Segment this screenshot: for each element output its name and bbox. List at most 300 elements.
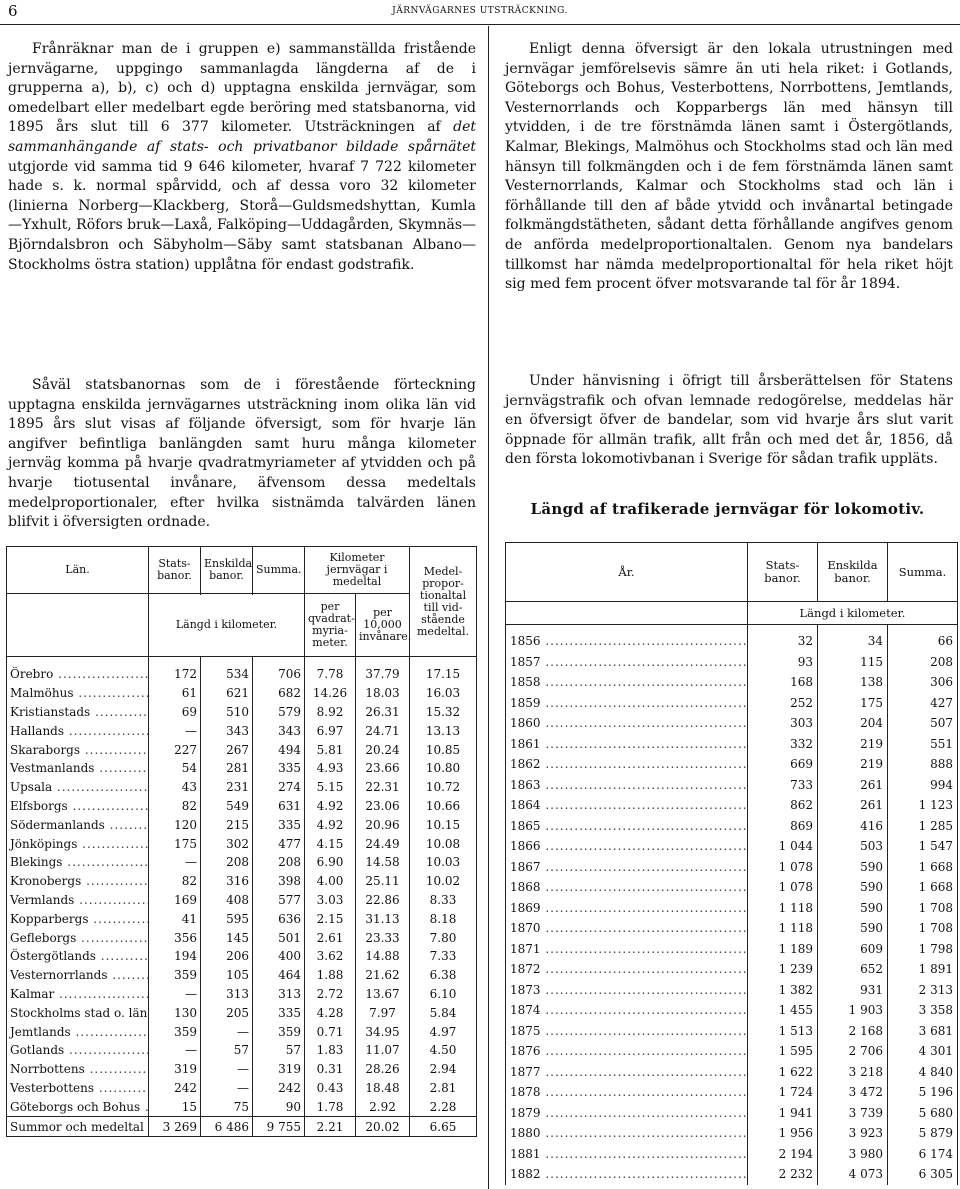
medelproportionaltal-cell: 4.97 [410,1022,477,1041]
summa-cell: 888 [888,754,958,775]
medelproportionaltal-cell: 7.80 [410,928,477,947]
stats-cell: 1 941 [748,1103,818,1124]
per-invanare-cell: 18.48 [356,1079,410,1098]
summa-cell: 501 [253,928,305,947]
year-label: 1869 [510,900,541,915]
year-label: 1872 [510,962,541,977]
summa-cell: 359 [253,1022,305,1041]
year-cell [506,1164,748,1185]
per-invanare-cell: 28.26 [356,1060,410,1079]
stats-cell: 82 [149,872,201,891]
county-name: Stockholms stad o. län [10,1005,148,1020]
table-row [506,877,958,898]
per-qvadratmyriameter-cell: 4.00 [305,872,356,891]
table-row [506,713,958,734]
per-qvadratmyriameter-cell: 5.81 [305,740,356,759]
per-qvadratmyriameter-cell: 1.78 [305,1097,356,1116]
sum-row-label: Summor och medeltal [7,1117,149,1137]
summa-cell: 577 [253,891,305,910]
enskilda-cell: 219 [818,734,888,755]
per-invanare-cell: 26.31 [356,703,410,722]
left-paragraph-1-part-2: utgjorde vid samma tid 9 646 kilometer, hvaraf 7 722 kilometer hade s. k. normal spårvidd, och af dessa voro 32 kilometer (linierna Norberg—Klackberg, Storå—Guldsmedshyttan, Kumla —Yxhult, Röfors bruk—Laxå, Falköping—Uddagården, Skymnäs—Björndalsbron och Säbyholm—Säby samt statsbanan Albano—Stockholms östra station) upplåtna för endast godstrafik. [8,158,476,273]
summa-cell: 1 708 [888,898,958,919]
enskilda-cell: 3 218 [818,1062,888,1083]
county-name: Elfsborgs [10,798,68,813]
table-row [7,853,477,872]
stats-cell: 733 [748,775,818,796]
stats-cell: 303 [748,713,818,734]
year-label: 1861 [510,736,541,751]
summa-cell: 274 [253,778,305,797]
page-header [0,0,960,25]
summa-cell: 5 196 [888,1082,958,1103]
enskilda-cell: 3 472 [818,1082,888,1103]
table-row [7,1079,477,1098]
summa-cell: 2 313 [888,980,958,1001]
year-label: 1863 [510,777,541,792]
year-cell [506,877,748,898]
county-name-cell [7,797,149,816]
enskilda-cell: 205 [201,1003,253,1022]
stats-cell: 2 194 [748,1144,818,1165]
stats-cell: 869 [748,816,818,837]
per-invanare-cell: 7.97 [356,1003,410,1022]
summa-cell: 398 [253,872,305,891]
per-invanare-cell: 37.79 [356,657,410,684]
county-name: Upsala [10,780,53,795]
summa-cell: 631 [253,797,305,816]
year-label: 1876 [510,1044,541,1059]
year-cell [506,1062,748,1083]
per-invanare-cell: 2.92 [356,1097,410,1116]
year-cell [506,1103,748,1124]
summa-cell: 57 [253,1041,305,1060]
year-cell [506,980,748,1001]
stats-cell: 61 [149,684,201,703]
per-qvadratmyriameter-cell: 4.93 [305,759,356,778]
year-label: 1882 [510,1167,541,1182]
enskilda-cell: 57 [201,1041,253,1060]
year-label: 1878 [510,1085,541,1100]
table-row [506,625,958,652]
page-number: 6 [8,2,18,20]
year-cell [506,836,748,857]
county-name-cell [7,947,149,966]
sum-medelproportionaltal-cell: 6.65 [410,1117,477,1137]
year-label: 1856 [510,634,541,649]
stats-cell: 669 [748,754,818,775]
table-row [506,1103,958,1124]
sum-row [7,1117,477,1137]
per-qvadratmyriameter-cell: 6.97 [305,721,356,740]
county-name: Kopparbergs [10,911,89,926]
enskilda-cell: 261 [818,795,888,816]
year-label: 1870 [510,921,541,936]
table-row [506,1062,958,1083]
year-cell [506,1021,748,1042]
summa-cell: 1 708 [888,918,958,939]
summa-cell: 343 [253,721,305,740]
per-qvadratmyriameter-cell: 0.43 [305,1079,356,1098]
header-kilometer-group: Kilometer jernvägar i medeltal [305,547,410,594]
medelproportionaltal-cell: 2.94 [410,1060,477,1079]
per-invanare-cell: 24.49 [356,834,410,853]
enskilda-cell: 503 [818,836,888,857]
per-qvadratmyriameter-cell: 6.90 [305,853,356,872]
stats-cell: 862 [748,795,818,816]
table-row [506,652,958,673]
stats-cell: 93 [748,652,818,673]
year-label: 1875 [510,1023,541,1038]
medelproportionaltal-cell: 10.15 [410,815,477,834]
table-row [7,1022,477,1041]
county-name: Gotlands [10,1043,65,1058]
table-row [7,740,477,759]
county-name: Blekings [10,855,63,870]
table-row [7,909,477,928]
per-invanare-cell: 11.07 [356,1041,410,1060]
table-row [506,918,958,939]
table-row [506,693,958,714]
table-row [506,795,958,816]
enskilda-cell: 138 [818,672,888,693]
year-label: 1862 [510,757,541,772]
year-label: 1871 [510,941,541,956]
enskilda-cell: 621 [201,684,253,703]
enskilda-cell: 215 [201,815,253,834]
medelproportionaltal-cell: 10.02 [410,872,477,891]
stats-cell: — [149,853,201,872]
summa-cell: 5 680 [888,1103,958,1124]
per-qvadratmyriameter-cell: 8.92 [305,703,356,722]
enskilda-cell: 267 [201,740,253,759]
enskilda-cell: 652 [818,959,888,980]
medelproportionaltal-cell: 10.85 [410,740,477,759]
table-row [7,703,477,722]
header-ar-spacer [506,602,748,625]
county-name: Vesternorrlands [10,968,108,983]
enskilda-cell: 1 903 [818,1000,888,1021]
header-per-qvadratmyriameter: per qvadrat-myria-meter. [305,594,356,657]
per-qvadratmyriameter-cell: 2.15 [305,909,356,928]
table-row [506,1021,958,1042]
medelproportionaltal-cell: 4.50 [410,1041,477,1060]
enskilda-cell: 281 [201,759,253,778]
medelproportionaltal-cell: 10.66 [410,797,477,816]
county-name-cell [7,778,149,797]
header-enskilda: Enskilda banor. [818,543,888,602]
stats-cell: 1 724 [748,1082,818,1103]
year-cell [506,1123,748,1144]
county-name-cell [7,872,149,891]
enskilda-cell: 534 [201,657,253,684]
sum-summa-cell: 9 755 [253,1117,305,1137]
header-statsbanor: Stats-banor. [149,547,201,594]
stats-cell: 1 622 [748,1062,818,1083]
enskilda-cell: 416 [818,816,888,837]
enskilda-cell: 590 [818,857,888,878]
summa-cell: 1 285 [888,816,958,837]
year-table-title: Längd af trafikerade jernvägar för lokomotiv. [530,500,925,518]
table-row [7,778,477,797]
county-name-cell [7,740,149,759]
summa-cell: 477 [253,834,305,853]
per-qvadratmyriameter-cell: 4.92 [305,815,356,834]
header-statsbanor: Stats-banor. [748,543,818,602]
enskilda-cell: 115 [818,652,888,673]
year-label: 1880 [510,1126,541,1141]
enskilda-cell: 105 [201,966,253,985]
stats-cell: 242 [149,1079,201,1098]
table-row [506,775,958,796]
summa-cell: 3 358 [888,1000,958,1021]
county-table [6,546,477,1137]
year-cell [506,713,748,734]
per-invanare-cell: 14.88 [356,947,410,966]
per-qvadratmyriameter-cell: 2.61 [305,928,356,947]
per-invanare-cell: 23.66 [356,759,410,778]
county-name-cell [7,1003,149,1022]
summa-cell: 682 [253,684,305,703]
summa-cell: 994 [888,775,958,796]
summa-cell: 706 [253,657,305,684]
stats-cell: 356 [149,928,201,947]
summa-cell: 335 [253,815,305,834]
county-name: Östergötlands [10,949,96,964]
enskilda-cell: 343 [201,721,253,740]
enskilda-cell: 2 706 [818,1041,888,1062]
year-cell [506,672,748,693]
year-table [505,542,958,1185]
county-name-cell [7,891,149,910]
year-cell [506,652,748,673]
enskilda-cell: 75 [201,1097,253,1116]
table-row [7,797,477,816]
enskilda-cell: 931 [818,980,888,1001]
header-summa: Summa. [888,543,958,602]
year-cell [506,693,748,714]
medelproportionaltal-cell: 13.13 [410,721,477,740]
county-name: Kalmar [10,986,55,1001]
stats-cell: 32 [748,625,818,652]
county-name-cell [7,657,149,684]
per-invanare-cell: 14.58 [356,853,410,872]
county-name-cell [7,1079,149,1098]
stats-cell: 1 956 [748,1123,818,1144]
enskilda-cell: 231 [201,778,253,797]
per-invanare-cell: 20.24 [356,740,410,759]
year-label: 1858 [510,675,541,690]
per-invanare-cell: 13.67 [356,985,410,1004]
per-qvadratmyriameter-cell: 1.88 [305,966,356,985]
summa-cell: 335 [253,759,305,778]
stats-cell: — [149,721,201,740]
county-name: Skaraborgs [10,742,81,757]
per-invanare-cell: 23.33 [356,928,410,947]
column-divider [488,26,489,1189]
summa-cell: 400 [253,947,305,966]
summa-cell: 3 681 [888,1021,958,1042]
table-row [506,959,958,980]
summa-cell: 242 [253,1079,305,1098]
year-label: 1877 [510,1064,541,1079]
left-paragraph-1-part-1: Frånräknar man de i gruppen e) sammanställda fristående jernvägarne, uppgingo sammanlagda längderna af de i grupperna a), b), c) och d) upptagna enskilda jernvägar, som omedelbart eller medelbart egde beröring med statsbanorna, vid 1895 års slut till 6 377 kilometer. Utsträckningen af [8,41,476,136]
table-row [7,657,477,684]
table-row [506,1164,958,1185]
stats-cell: — [149,1041,201,1060]
summa-cell: 208 [888,652,958,673]
table-row [7,891,477,910]
medelproportionaltal-cell: 7.33 [410,947,477,966]
stats-cell: 168 [748,672,818,693]
county-name-cell [7,966,149,985]
medelproportionaltal-cell: 8.18 [410,909,477,928]
enskilda-cell: 316 [201,872,253,891]
enskilda-cell: 313 [201,985,253,1004]
table-row [7,759,477,778]
left-paragraph-1 [8,40,476,275]
enskilda-cell: 206 [201,947,253,966]
stats-cell: 332 [748,734,818,755]
medelproportionaltal-cell: 17.15 [410,657,477,684]
per-qvadratmyriameter-cell: 5.15 [305,778,356,797]
county-name: Vesterbottens [10,1080,95,1095]
medelproportionaltal-cell: 2.81 [410,1079,477,1098]
per-invanare-cell: 22.86 [356,891,410,910]
summa-cell: 208 [253,853,305,872]
county-name: Vermlands [10,892,75,907]
year-label: 1879 [510,1105,541,1120]
medelproportionaltal-cell: 15.32 [410,703,477,722]
summa-cell: 551 [888,734,958,755]
table-row [7,985,477,1004]
table-row [506,857,958,878]
table-row [506,672,958,693]
stats-cell: 82 [149,797,201,816]
year-label: 1857 [510,654,541,669]
stats-cell: 1 189 [748,939,818,960]
stats-cell: 41 [149,909,201,928]
medelproportionaltal-cell: 5.84 [410,1003,477,1022]
summa-cell: 1 798 [888,939,958,960]
summa-cell: 1 891 [888,959,958,980]
year-label: 1860 [510,716,541,731]
stats-cell: 1 595 [748,1041,818,1062]
county-name-cell [7,759,149,778]
enskilda-cell: 549 [201,797,253,816]
summa-cell: 464 [253,966,305,985]
per-invanare-cell: 25.11 [356,872,410,891]
stats-cell: 1 078 [748,857,818,878]
stats-cell: 172 [149,657,201,684]
stats-cell: 54 [149,759,201,778]
stats-cell: 120 [149,815,201,834]
enskilda-cell: 261 [818,775,888,796]
year-cell [506,816,748,837]
county-name-cell [7,721,149,740]
per-invanare-cell: 31.13 [356,909,410,928]
per-invanare-cell: 18.03 [356,684,410,703]
sum-stats-cell: 3 269 [149,1117,201,1137]
per-qvadratmyriameter-cell: 4.92 [305,797,356,816]
per-invanare-cell: 24.71 [356,721,410,740]
medelproportionaltal-cell: 10.80 [410,759,477,778]
enskilda-cell: 595 [201,909,253,928]
county-name-cell [7,1097,149,1116]
header-langd-i-kilometer: Längd i kilometer. [748,602,958,625]
enskilda-cell: — [201,1060,253,1079]
right-paragraph-2: Under hänvisning i öfrigt till årsberättelsen för Statens jernvägstrafik och ofvan lemnade redogörelse, meddelas här en öfversigt öfver de bandelar, som vid hvarje års slut varit öppnade för allmän trafik, allt från och med det år, 1856, då den första lokomotivbanan i Sverige för sådan trafik uppläts. [505,373,953,468]
year-cell [506,898,748,919]
year-label: 1873 [510,982,541,997]
county-name-cell [7,1060,149,1079]
stats-cell: 1 044 [748,836,818,857]
enskilda-cell: 510 [201,703,253,722]
year-cell [506,734,748,755]
year-cell [506,939,748,960]
sum-per-qvadratmyriameter-cell: 2.21 [305,1117,356,1137]
summa-cell: 636 [253,909,305,928]
medelproportionaltal-cell: 16.03 [410,684,477,703]
per-qvadratmyriameter-cell: 7.78 [305,657,356,684]
left-paragraph-1-italic: det sammanhängande af stats- och privatbanor bildade spårnätet [8,119,476,155]
year-label: 1874 [510,1003,541,1018]
year-cell [506,625,748,652]
table-row [506,1123,958,1144]
stats-cell: 1 118 [748,918,818,939]
county-name: Malmöhus [10,686,74,701]
county-name-cell [7,1041,149,1060]
year-cell [506,1041,748,1062]
stats-cell: 319 [149,1060,201,1079]
enskilda-cell: 219 [818,754,888,775]
county-name-cell [7,684,149,703]
summa-cell: 494 [253,740,305,759]
stats-cell: 359 [149,1022,201,1041]
stats-cell: 227 [149,740,201,759]
per-invanare-cell: 21.62 [356,966,410,985]
summa-cell: 4 301 [888,1041,958,1062]
stats-cell: 1 382 [748,980,818,1001]
summa-cell: 427 [888,693,958,714]
stats-cell: 194 [149,947,201,966]
per-qvadratmyriameter-cell: 4.28 [305,1003,356,1022]
year-label: 1867 [510,859,541,874]
enskilda-cell: 204 [818,713,888,734]
year-cell [506,1082,748,1103]
stats-cell: 15 [149,1097,201,1116]
county-name-cell [7,1022,149,1041]
summa-cell: 1 123 [888,795,958,816]
year-label: 1881 [510,1146,541,1161]
county-name-cell [7,815,149,834]
enskilda-cell: 590 [818,877,888,898]
stats-cell: 69 [149,703,201,722]
sum-enskilda-cell: 6 486 [201,1117,253,1137]
stats-cell: — [149,985,201,1004]
county-name-cell [7,928,149,947]
year-cell [506,918,748,939]
header-langd-i-kilometer: Längd i kilometer. [149,594,305,657]
year-cell [506,959,748,980]
enskilda-cell: 145 [201,928,253,947]
table-row [506,836,958,857]
enskilda-cell: 2 168 [818,1021,888,1042]
table-row [506,754,958,775]
enskilda-cell: 3 980 [818,1144,888,1165]
summa-cell: 66 [888,625,958,652]
table-row [7,834,477,853]
